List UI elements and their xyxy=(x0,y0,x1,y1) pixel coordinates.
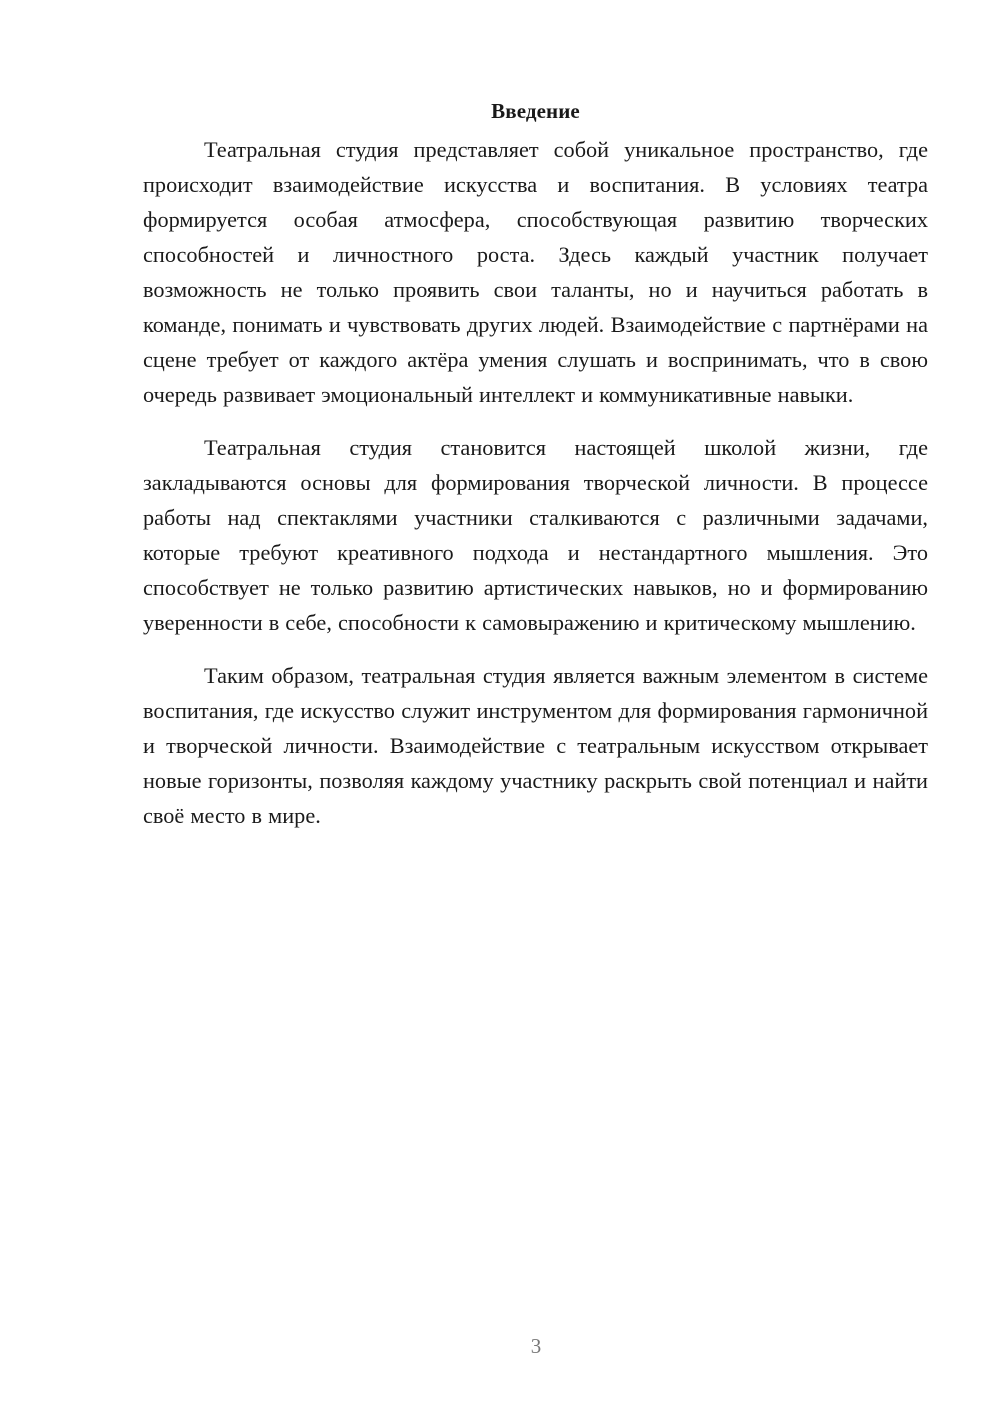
page-number: 3 xyxy=(530,1334,542,1358)
paragraph-2: Театральная студия становится настоящей школой жизни, где закладываются основы для формирования творческой личности. В процессе работы над спектаклями участники сталкиваются с различными задачами, которые требуют креативного подхода и нестандартного мышления. Это способствует не только развитию артистических навыков, но и формированию уверенности в себе, способности к самовыражению и критическому мышлению. xyxy=(143,435,928,635)
page-content xyxy=(143,96,928,851)
paragraph-3: Таким образом, театральная студия является важным элементом в системе воспитания, где искусство служит инструментом для формирования гармоничной и творческой личности. Взаимодействие с театральным искусством открывает новые горизонты, позволяя каждому участнику раскрыть свой потенциал и найти своё место в мире. xyxy=(143,663,928,828)
paragraph-1: Театральная студия представляет собой уникальное пространство, где происходит взаимодействие искусства и воспитания. В условиях театра формируется особая атмосфера, способствующая развитию творческих способностей и личностного роста. Здесь каждый участник получает возможность не только проявить свои таланты, но и научиться работать в команде, понимать и чувствовать других людей. Взаимодействие с партнёрами на сцене требует от каждого актёра умения слушать и воспринимать, что в свою очередь развивает эмоциональный интеллект и коммуникативные навыки. xyxy=(143,137,928,407)
section-title: Введение xyxy=(491,99,580,123)
